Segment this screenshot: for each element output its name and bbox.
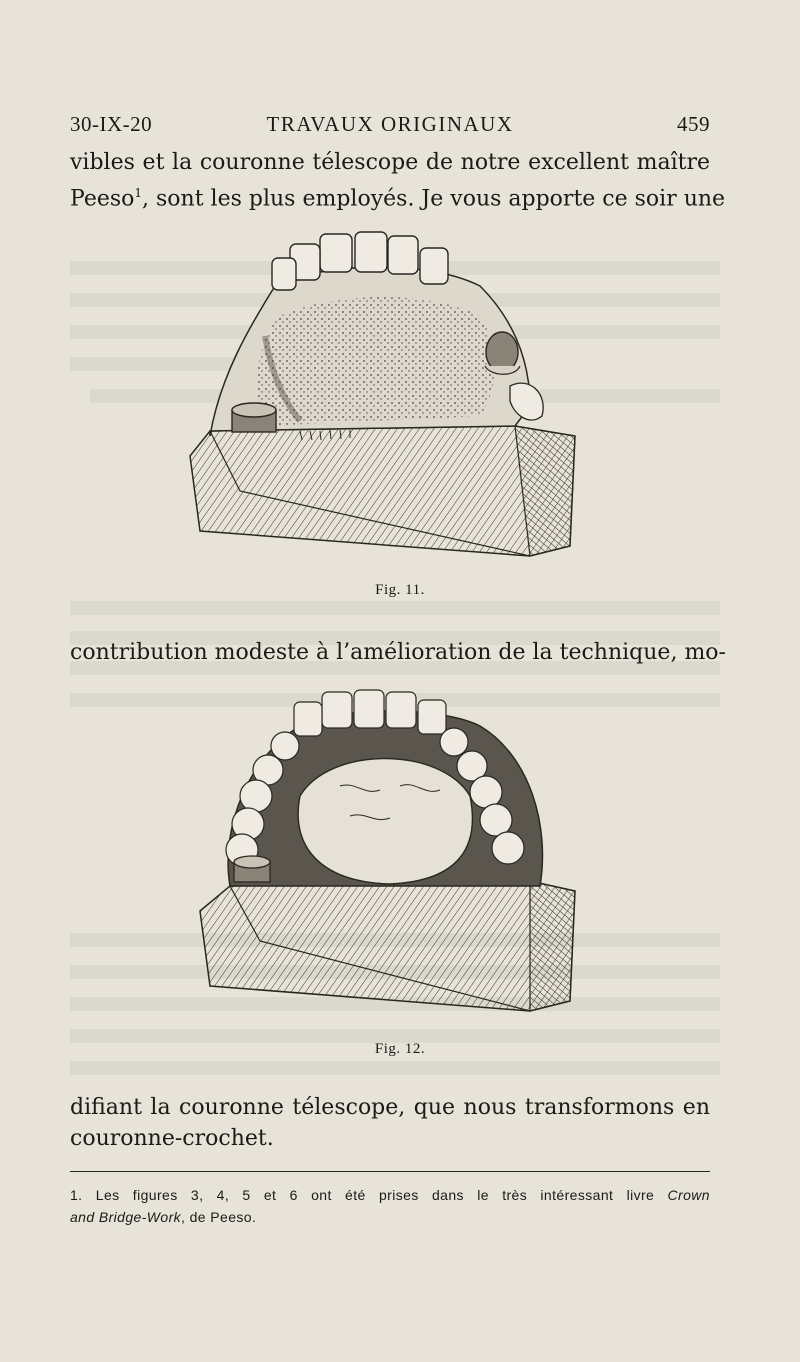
header-date: 30-IX-20	[70, 112, 153, 136]
text-line: contribution modeste à l’amélioration de la technique, mo-	[70, 640, 726, 665]
text-fragment: , sont les plus employés. Je vous apporte ce soir une	[142, 186, 726, 212]
figure-11	[180, 226, 600, 566]
footnote-ref: 1	[134, 186, 143, 200]
figure-11-caption: Fig. 11.	[375, 582, 425, 598]
footnote-text: , de Peeso.	[181, 1209, 257, 1225]
text-line: vibles et la couronne télescope de notre excellent maître	[70, 150, 710, 175]
dental-model-illustration-12	[190, 686, 590, 1016]
text-line	[70, 178, 726, 214]
author-name: Peeso	[70, 186, 135, 212]
text-line: couronne-crochet.	[70, 1126, 274, 1151]
book-title-part: and Bridge-Work	[70, 1209, 182, 1225]
paragraph-top	[70, 147, 726, 214]
paragraph-middle	[70, 637, 726, 668]
footnote-text: 1. Les figures 3, 4, 5 et 6 ont été prises dans le très intéressant livre	[70, 1187, 655, 1203]
footnote-line	[70, 1206, 710, 1228]
header-section-title: TRAVAUX ORIGINAUX	[266, 112, 514, 136]
figure-12	[190, 686, 590, 1016]
paragraph-bottom	[70, 1092, 710, 1154]
dental-model-illustration-11	[180, 226, 600, 566]
figure-12-caption: Fig. 12.	[374, 1041, 426, 1057]
text-line: difiant la couronne télescope, que nous transformons en	[70, 1095, 710, 1120]
book-title-part: Crown	[667, 1187, 710, 1203]
footnote-line	[70, 1184, 710, 1206]
page-number: 459	[677, 112, 710, 136]
footnote	[70, 1184, 710, 1228]
running-header	[70, 112, 710, 142]
footnote-rule	[70, 1171, 710, 1172]
